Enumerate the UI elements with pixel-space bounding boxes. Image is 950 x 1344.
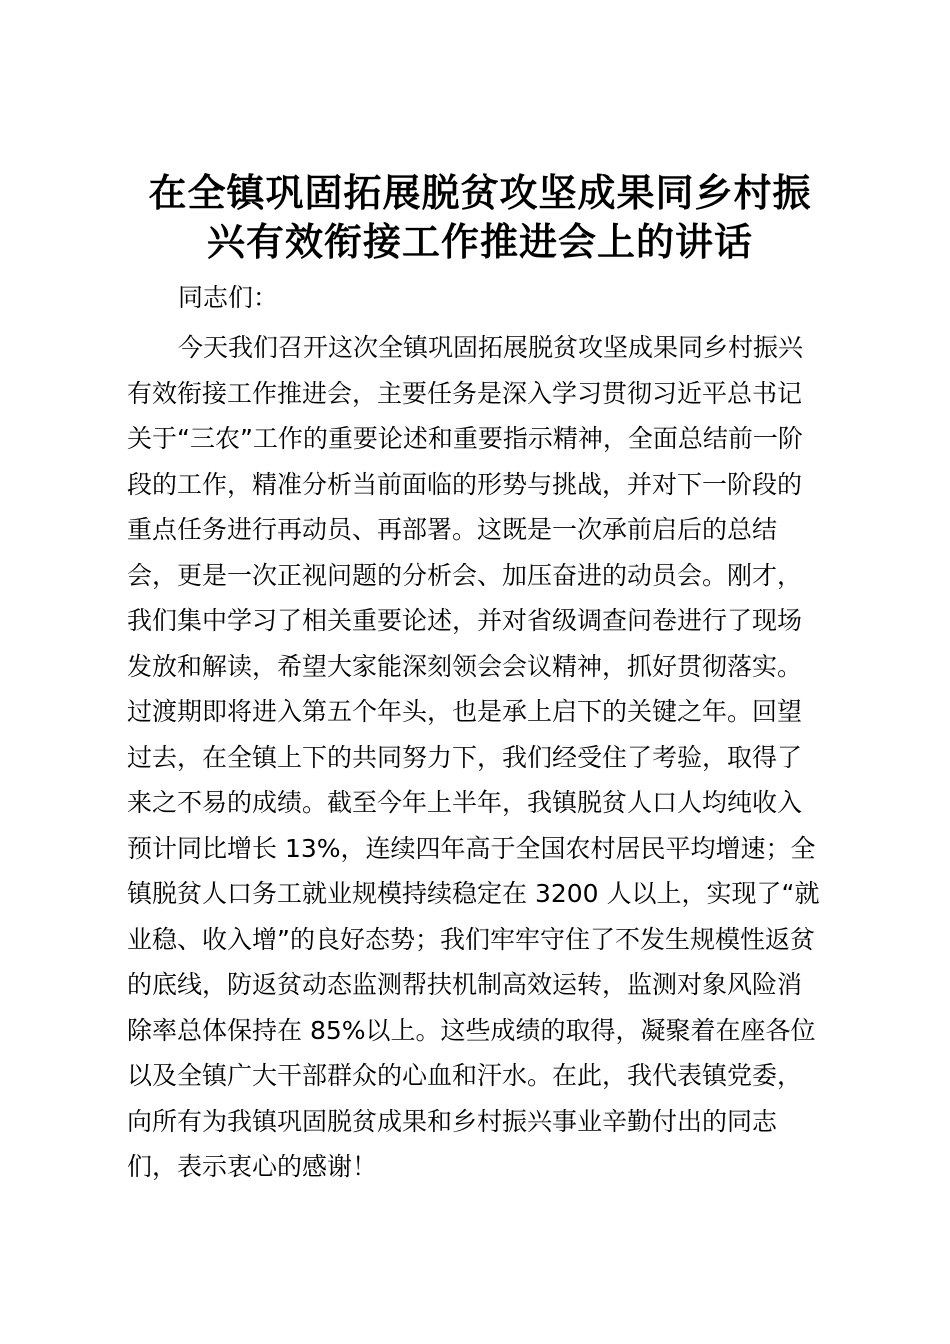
paragraph-line: 除率总体保持在 85%以上。这些成绩的取得，凝聚着在座各位 — [127, 1015, 816, 1045]
paragraph-line: 发放和解读，希望大家能深刻领会会议精神，抓好贯彻落实。 — [127, 651, 803, 681]
paragraph-line: 过去，在全镇上下的共同努力下，我们经受住了考验，取得了 — [127, 742, 803, 772]
paragraph-line: 段的工作，精准分析当前面临的形势与挑战，并对下一阶段的 — [127, 469, 803, 499]
title-line-2: 兴有效衔接工作推进会上的讲话 — [206, 219, 753, 264]
paragraph-line: 重点任务进行再动员、再部署。这既是一次承前启后的总结 — [127, 515, 778, 544]
paragraph-line: 以及全镇广大干部群众的心血和汗水。在此，我代表镇党委， — [127, 1061, 803, 1090]
paragraph-line: 的底线，防返贫动态监测帮扶机制高效运转，监测对象风险消 — [127, 970, 803, 999]
paragraph-line: 我们集中学习了相关重要论述，并对省级调查问卷进行了现场 — [127, 606, 803, 635]
salutation: 同志们： — [178, 283, 279, 312]
paragraph-line: 预计同比增长 13%，连续四年高于全国农村居民平均增速；全 — [127, 833, 816, 863]
paragraph-line: 镇脱贫人口务工就业规模持续稳定在 3200 人以上，实现了“就 — [127, 879, 820, 908]
paragraph-line: 关于“三农”工作的重要论述和重要指示精神，全面总结前一阶 — [127, 424, 803, 453]
paragraph-line: 们，表示衷心的感谢！ — [127, 1152, 378, 1181]
paragraph-line: 过渡期即将进入第五个年头，也是承上启下的关键之年。回望 — [127, 697, 803, 726]
paragraph-line: 向所有为我镇巩固脱贫成果和乡村振兴事业辛勤付出的同志 — [127, 1106, 778, 1136]
paragraph-line: 会，更是一次正视问题的分析会、加压奋进的动员会。刚才， — [127, 560, 803, 590]
title-line-1: 在全镇巩固拓展脱贫攻坚成果同乡村振 — [148, 170, 812, 215]
paragraph-line: 业稳、收入增”的良好态势；我们牢牢守住了不发生规模性返贫 — [127, 924, 815, 954]
document-title — [120, 168, 840, 266]
body-paragraph — [127, 325, 837, 1190]
paragraph-line: 有效衔接工作推进会，主要任务是深入学习贯彻习近平总书记 — [127, 378, 803, 408]
paragraph-line: 今天我们召开这次全镇巩固拓展脱贫攻坚成果同乡村振兴 — [178, 333, 804, 362]
paragraph-line: 来之不易的成绩。截至今年上半年，我镇脱贫人口人均纯收入 — [127, 788, 803, 817]
